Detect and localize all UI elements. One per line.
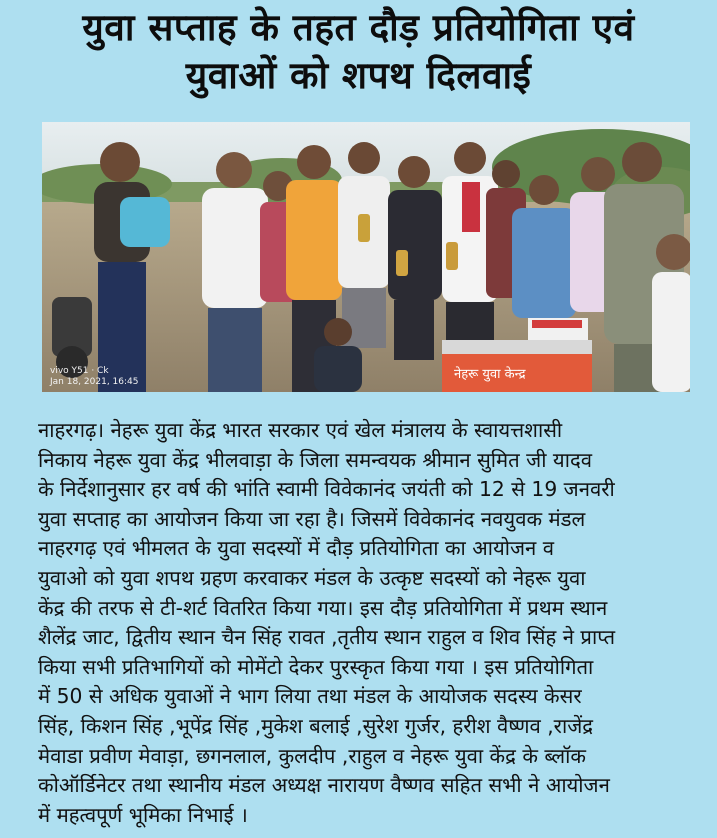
table-banner-text: नेहरू युवा केन्द्र (454, 367, 526, 382)
article-line: के निर्देशानुसार हर वर्ष की भांति स्वामी विवेकानंद जयंती को 12 से 19 जनवरी (38, 477, 615, 502)
article-line: शैलेंद्र जाट, द्वितीय स्थान चैन सिंह रावत ,तृतीय स्थान राहुल व शिव सिंह ने प्राप्त (38, 625, 616, 650)
article-line: सिंह, किशन सिंह ,भूपेंद्र सिंह ,मुकेश बलाई ,सुरेश गुर्जर, हरीश वैष्णव ,राजेंद्र (38, 713, 594, 738)
camera-model: vivo Y51 · Ck (50, 366, 109, 376)
article-body (38, 416, 693, 830)
article-line: निकाय नेहरू युवा केंद्र भीलवाड़ा के जिला समन्वयक श्रीमान सुमित जी यादव (38, 447, 592, 472)
camera-timestamp (50, 366, 138, 388)
article-line: में महत्वपूर्ण भूमिका निभाई । (38, 802, 248, 827)
article-line: में 50 से अधिक युवाओं ने भाग लिया तथा मंडल के आयोजक सदस्य केसर (38, 684, 582, 709)
article-line: युवाओ को युवा शपथ ग्रहण करवाकर मंडल के उत्कृष्ट सदस्यों को नेहरू युवा (38, 565, 586, 590)
group-photo-illustration (42, 122, 690, 392)
news-photo (42, 122, 690, 392)
article-line: युवा सप्ताह का आयोजन किया जा रहा है। जिसमें विवेकानंद नवयुवक मंडल (38, 506, 586, 531)
article-line: नाहरगढ़। नेहरू युवा केंद्र भारत सरकार एवं खेल मंत्रालय के स्वायत्तशासी (38, 418, 563, 442)
headline-line-1: युवा सप्ताह के तहत दौड़ प्रतियोगिता एवं (82, 6, 635, 49)
article-line: मेवाडा प्रवीण मेवाड़ा, छगनलाल, कुलदीप ,राहुल व नेहरू युवा केंद्र के ब्लॉक (38, 743, 586, 768)
headline (20, 4, 697, 100)
article-line: नाहरगढ़ एवं भीमलत के युवा सदस्यों में दौड़ प्रतियोगिता का आयोजन व (38, 536, 555, 561)
article-line: केंद्र की तरफ से टी-शर्ट वितरित किया गया। इस दौड़ प्रतियोगिता में प्रथम स्थान (38, 595, 608, 620)
camera-date: Jan 18, 2021, 16:45 (50, 377, 139, 387)
article-line: किया सभी प्रतिभागियों को मोमेंटो देकर पुरस्कृत किया गया । इस प्रतियोगिता (38, 654, 594, 679)
article-line: कोऑर्डिनेटर तथा स्थानीय मंडल अध्यक्ष नारायण वैष्णव सहित सभी ने आयोजन (38, 773, 610, 798)
headline-line-2: युवाओं को शपथ दिलवाई (185, 54, 532, 97)
